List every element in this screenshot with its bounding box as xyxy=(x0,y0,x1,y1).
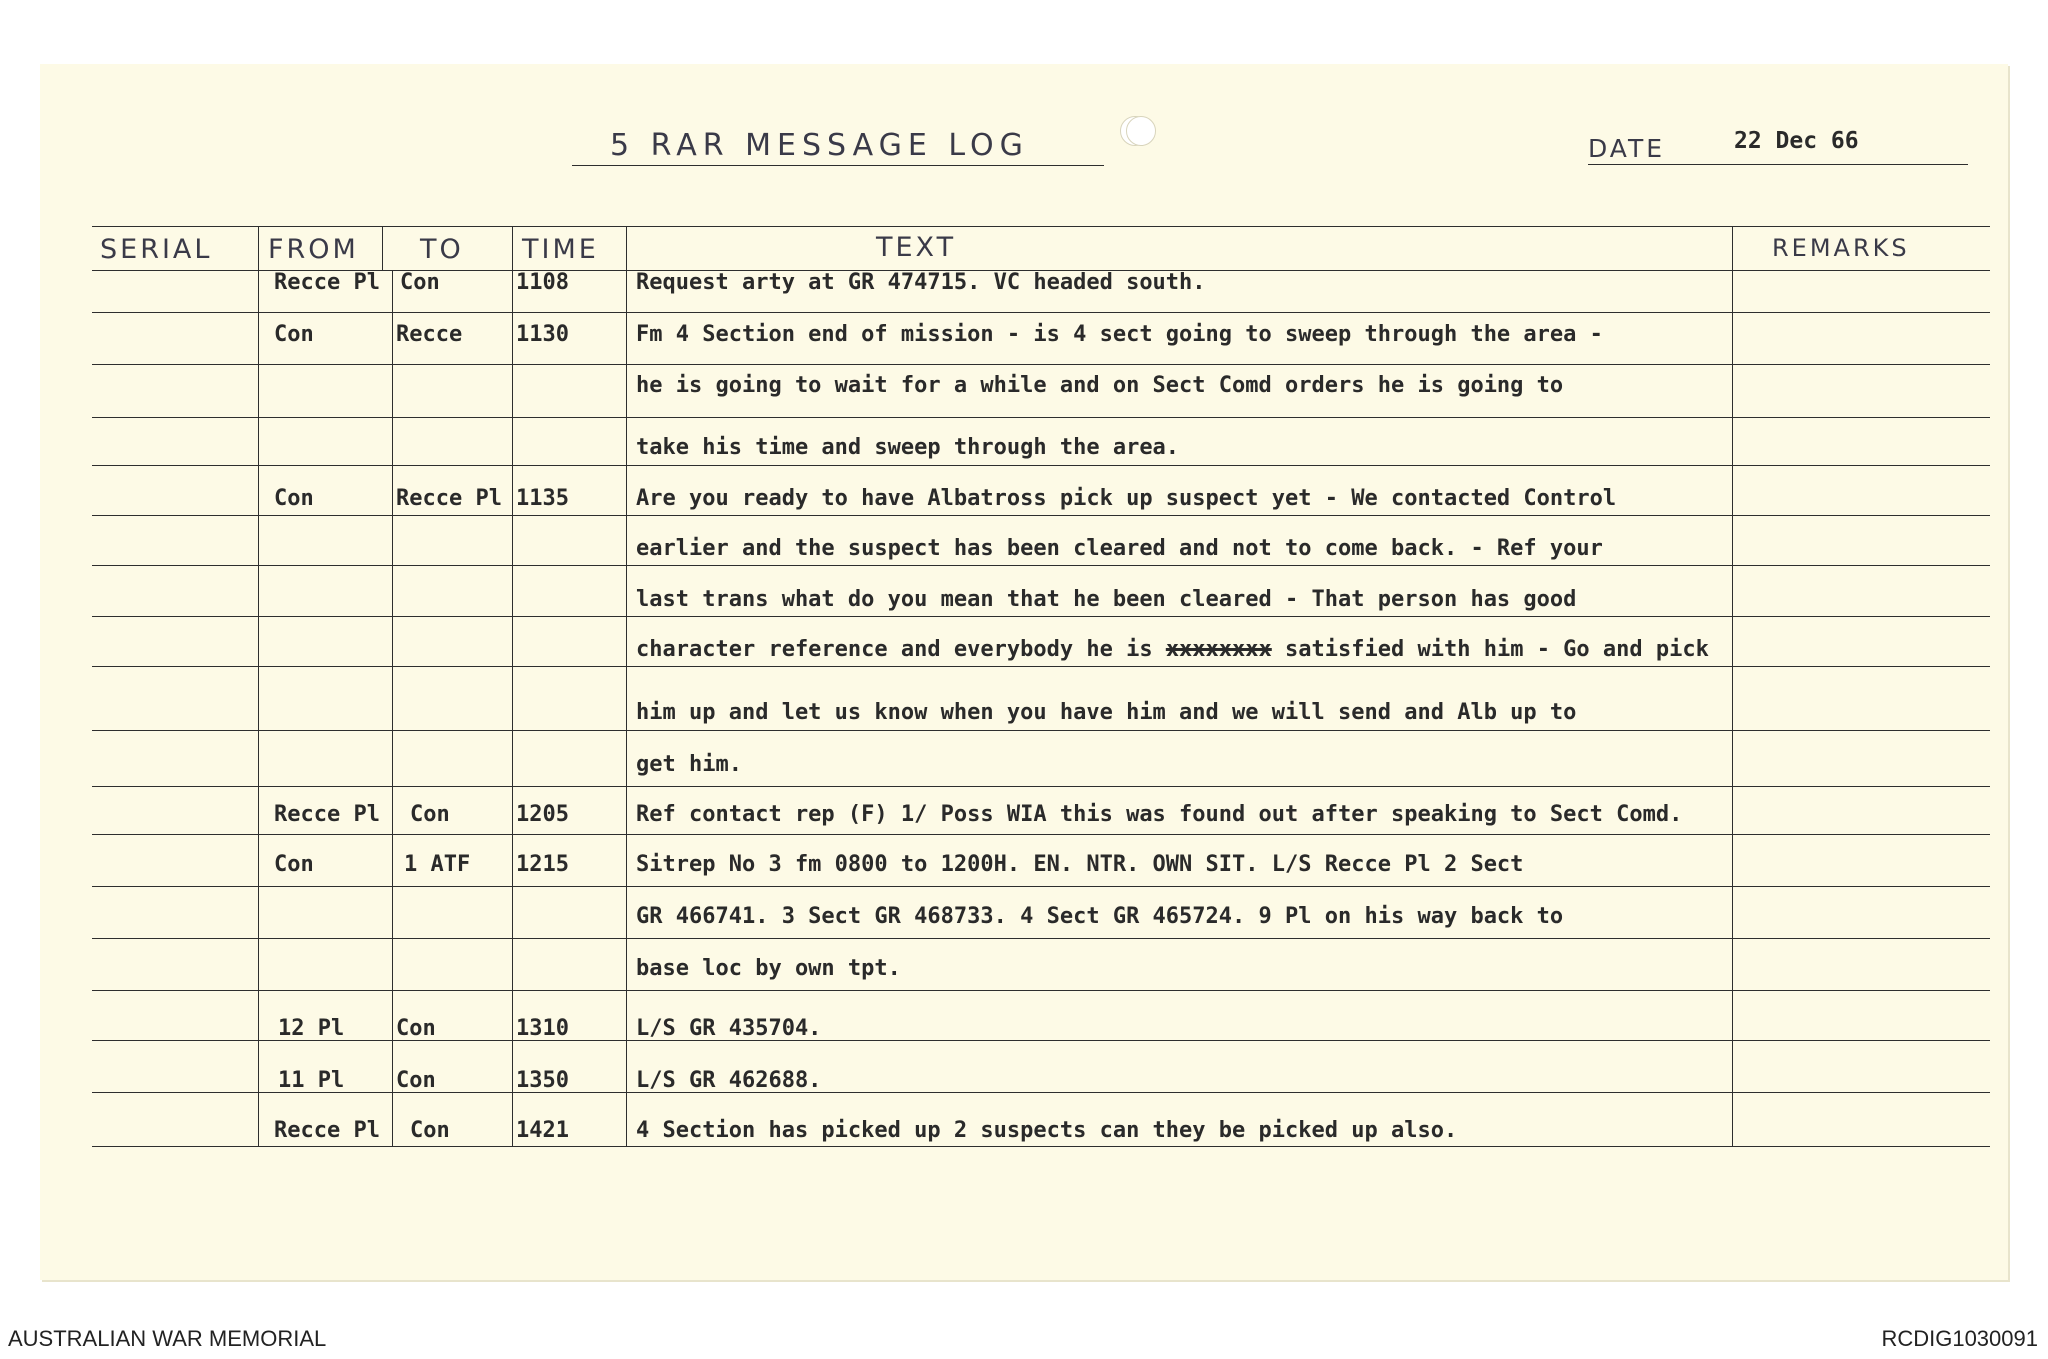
row-text-line: earlier and the suspect has been cleared and not to come back. - Ref your xyxy=(636,536,1603,561)
row-text-line: 4 Section has picked up 2 suspects can they be picked up also. xyxy=(636,1118,1458,1143)
row-text-line: Request arty at GR 474715. VC headed south. xyxy=(636,270,1206,295)
row-text-line: GR 466741. 3 Sect GR 468733. 4 Sect GR 465724. 9 Pl on his way back to xyxy=(636,904,1564,929)
row-to: 1 ATF xyxy=(404,852,471,877)
row-time: 1135 xyxy=(516,486,569,511)
grid-column-line xyxy=(392,270,393,1146)
row-text-segment: satisfied with him - Go and pick xyxy=(1285,637,1709,662)
punch-hole xyxy=(1126,116,1156,146)
row-from: Con xyxy=(274,322,314,347)
title-underline xyxy=(572,165,1104,166)
row-to: Con xyxy=(400,270,440,295)
grid-line xyxy=(92,565,1990,566)
row-text-line: take his time and sweep through the area. xyxy=(636,435,1180,460)
grid-line xyxy=(92,1040,1990,1041)
row-time: 1205 xyxy=(516,802,569,827)
row-time: 1130 xyxy=(516,322,569,347)
row-time: 1421 xyxy=(516,1118,569,1143)
grid-line xyxy=(92,616,1990,617)
row-time: 1215 xyxy=(516,852,569,877)
grid-column-line xyxy=(258,226,259,1146)
row-text-line: he is going to wait for a while and on Sect Comd orders he is going to xyxy=(636,373,1564,398)
row-from: Recce Pl xyxy=(274,270,380,295)
grid-line xyxy=(92,312,1990,313)
row-to: Recce xyxy=(396,322,463,347)
grid-column-line xyxy=(512,226,513,1146)
row-text-line: get him. xyxy=(636,752,742,777)
grid-line xyxy=(92,515,1990,516)
date-underline xyxy=(1588,164,1968,165)
col-header-from: FROM xyxy=(268,234,359,265)
grid-line xyxy=(92,1146,1990,1147)
grid-column-line xyxy=(626,226,627,1146)
date-value: 22 Dec 66 xyxy=(1734,128,1859,154)
row-text-line: Fm 4 Section end of mission - is 4 sect going to sweep through the area - xyxy=(636,322,1603,347)
row-from: Recce Pl xyxy=(274,802,380,827)
grid-line xyxy=(92,1092,1990,1093)
row-to: Con xyxy=(396,1016,436,1041)
col-header-serial: SERIAL xyxy=(100,234,213,265)
row-text-line: L/S GR 462688. xyxy=(636,1068,822,1093)
grid-line xyxy=(92,886,1990,887)
grid-line xyxy=(92,465,1990,466)
row-text-line: Sitrep No 3 fm 0800 to 1200H. EN. NTR. OWN SIT. L/S Recce Pl 2 Sect xyxy=(636,852,1524,877)
grid-column-line xyxy=(1732,226,1733,1146)
grid-line xyxy=(92,417,1990,418)
grid-line xyxy=(92,666,1990,667)
row-time: 1310 xyxy=(516,1016,569,1041)
struck-out-text: xxxxxxxx xyxy=(1165,637,1272,662)
row-text-line: Are you ready to have Albatross pick up suspect yet - We contacted Control xyxy=(636,486,1617,511)
row-text-segment: character reference and everybody he is xyxy=(636,637,1153,662)
footer-institution: AUSTRALIAN WAR MEMORIAL xyxy=(8,1326,327,1351)
row-from: 11 Pl xyxy=(278,1068,345,1093)
row-from: 12 Pl xyxy=(278,1016,345,1041)
col-header-remarks: REMARKS xyxy=(1772,234,1910,262)
grid-line xyxy=(92,990,1990,991)
col-header-text: TEXT xyxy=(876,232,957,263)
row-time: 1108 xyxy=(516,270,569,295)
row-from: Con xyxy=(274,852,314,877)
row-text-line xyxy=(636,637,1709,662)
row-to: Con xyxy=(410,802,450,827)
grid-line xyxy=(92,786,1990,787)
row-from: Con xyxy=(274,486,314,511)
row-to: Con xyxy=(396,1068,436,1093)
col-header-time: TIME xyxy=(522,234,599,265)
row-from: Recce Pl xyxy=(274,1118,380,1143)
row-to: Con xyxy=(410,1118,450,1143)
grid-line xyxy=(92,364,1990,365)
grid-column-line xyxy=(382,226,383,270)
row-text-line: Ref contact rep (F) 1/ Poss WIA this was found out after speaking to Sect Comd. xyxy=(636,802,1683,827)
log-title: 5 RAR MESSAGE LOG xyxy=(610,128,1029,163)
grid-line xyxy=(92,938,1990,939)
row-to: Recce Pl xyxy=(396,486,502,511)
date-label: DATE xyxy=(1588,134,1666,163)
row-text-line: L/S GR 435704. xyxy=(636,1016,822,1041)
row-text-line: him up and let us know when you have him and we will send and Alb up to xyxy=(636,700,1577,725)
footer-record-id: RCDIG1030091 xyxy=(1881,1326,2038,1351)
row-time: 1350 xyxy=(516,1068,569,1093)
grid-line xyxy=(92,834,1990,835)
row-text-line: base loc by own tpt. xyxy=(636,956,901,981)
col-header-to: TO xyxy=(420,234,464,265)
grid-line xyxy=(92,730,1990,731)
row-text-line: last trans what do you mean that he been cleared - That person has good xyxy=(636,587,1577,612)
grid-line xyxy=(92,226,1990,227)
